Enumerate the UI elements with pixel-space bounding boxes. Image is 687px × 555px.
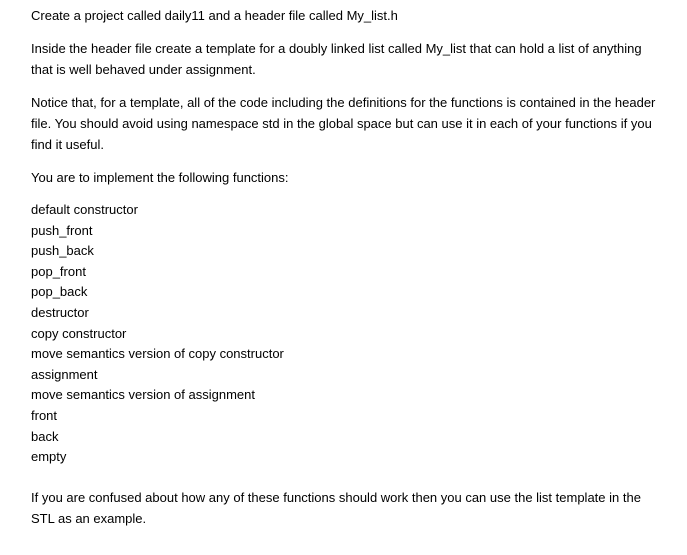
list-item: empty [31, 449, 67, 465]
list-item: move semantics version of assignment [31, 387, 255, 403]
list-item: pop_back [31, 284, 88, 300]
list-item: front [31, 407, 58, 423]
list-item: copy constructor [31, 325, 127, 341]
template-paragraph: Inside the header file create a template for a doubly linked list called My_list that can hold a list of anything that is well behaved under assignment. [31, 41, 642, 77]
list-item: assignment [31, 366, 98, 382]
intro-paragraph: Create a project called daily11 and a header file called My_list.h [31, 8, 398, 23]
list-item: move semantics version of copy constructor [31, 346, 284, 362]
implement-paragraph: You are to implement the following functions: [31, 170, 289, 185]
list-item: pop_front [31, 263, 86, 279]
list-item: back [31, 428, 59, 444]
notice-paragraph: Notice that, for a template, all of the code including the definitions for the functions is contained in the header file. You should avoid using namespace std in the global space but can use it in each of your functions if you find it useful. [31, 95, 656, 152]
list-item: default constructor [31, 202, 138, 217]
list-item: destructor [31, 304, 89, 320]
list-item: push_front [31, 222, 93, 238]
document-body [31, 5, 656, 529]
closing-paragraph: If you are confused about how any of these functions should work then you can use the list template in the STL as an example. [31, 489, 641, 526]
function-list [31, 200, 656, 468]
list-item: push_back [31, 243, 94, 259]
